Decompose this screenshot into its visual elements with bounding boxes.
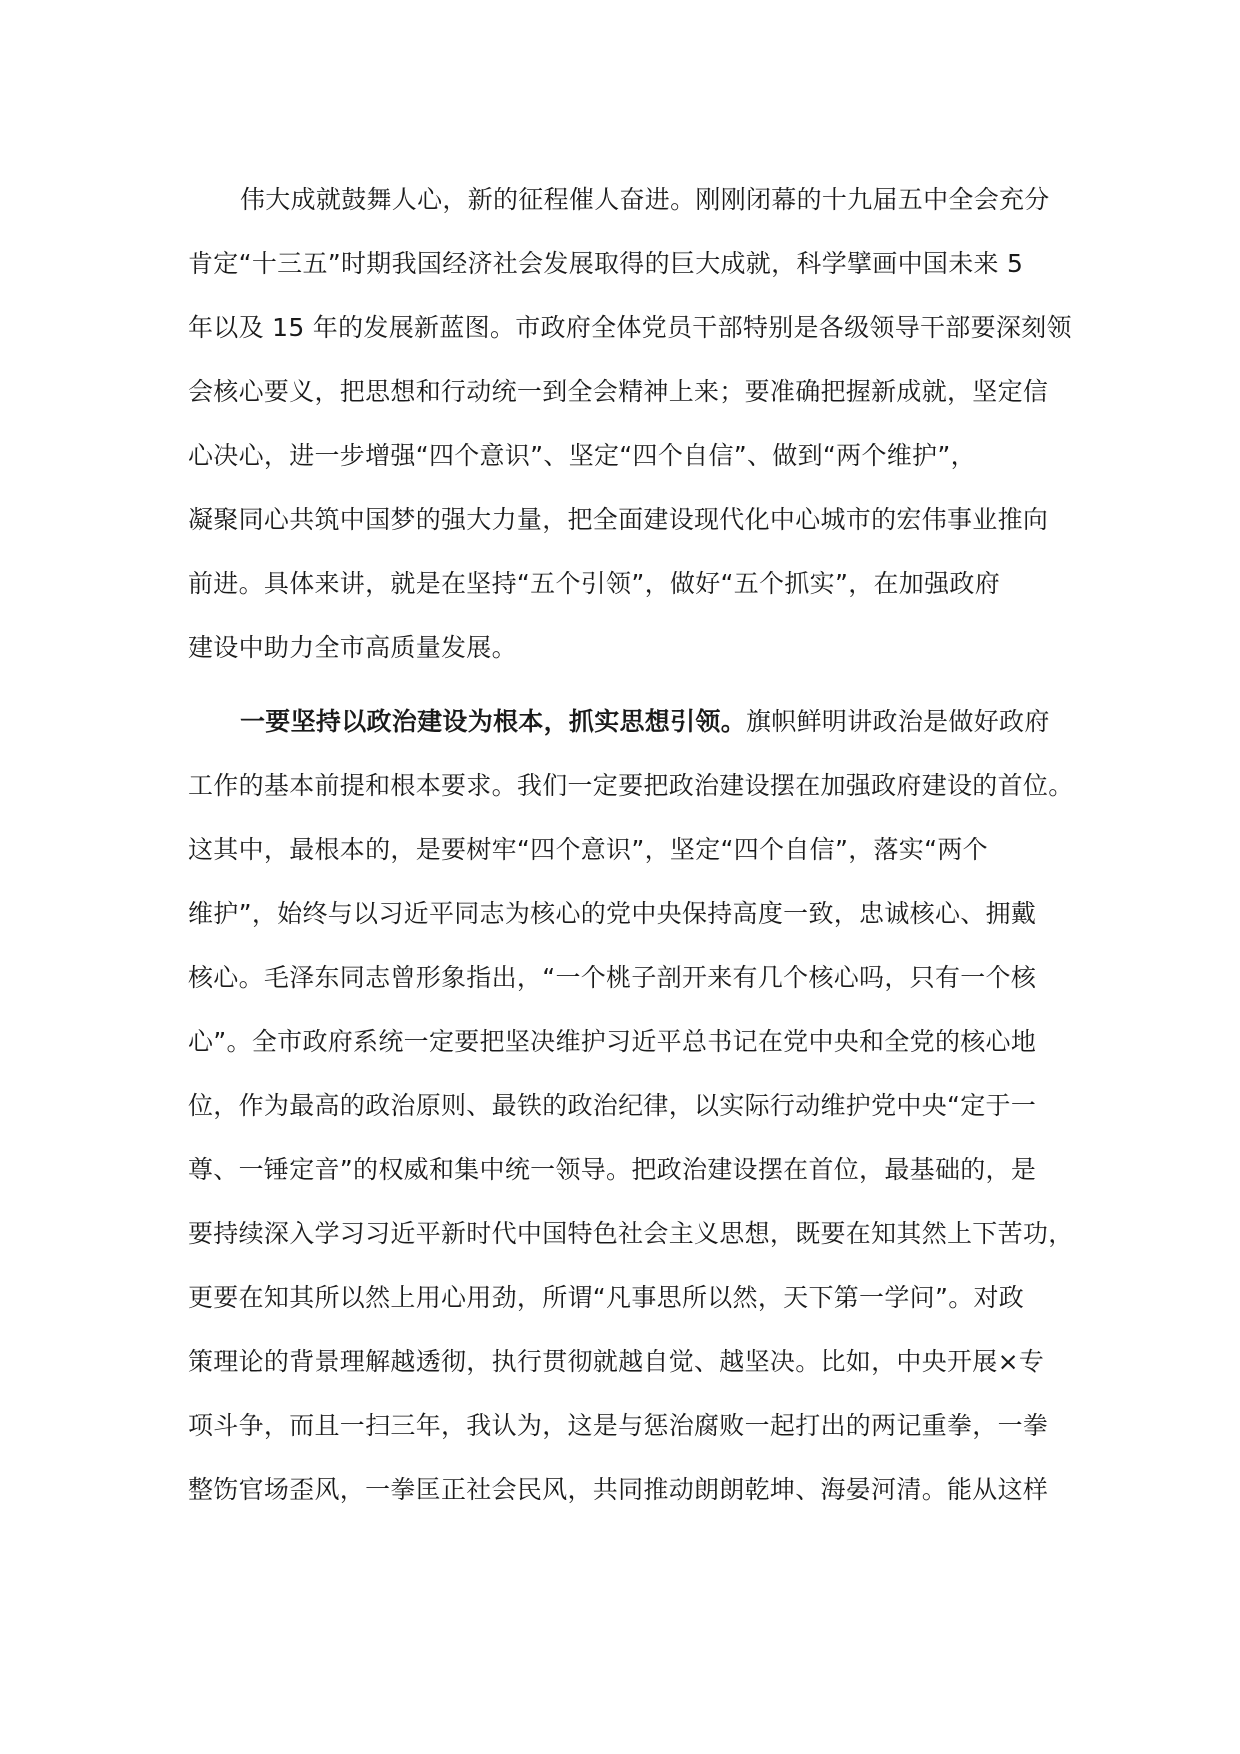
paragraph-line: 心决心，进一步增强“四个意识”、坚定“四个自信”、做到“两个维护”， [188, 441, 976, 470]
paragraph-line: 维护”，始终与以习近平同志为核心的党中央保持高度一致，忠诚核心、拥戴 [188, 899, 1037, 928]
paragraph-1 [188, 168, 1072, 680]
document-body [188, 168, 1074, 1522]
paragraph-line: 肯定“十三五”时期我国经济社会发展取得的巨大成就，科学擘画中国未来 5 [188, 249, 1024, 278]
paragraph-line: 位，作为最高的政治原则、最铁的政治纪律，以实际行动维护党中央“定于一 [188, 1091, 1037, 1120]
paragraph-line: 这其中，最根本的，是要树牢“四个意识”，坚定“四个自信”，落实“两个 [188, 835, 988, 864]
paragraph-line: 凝聚同心共筑中国梦的强大力量，把全面建设现代化中心城市的宏伟事业推向 [188, 505, 1049, 534]
paragraph-line: 年以及 15 年的发展新蓝图。市政府全体党员干部特别是各级领导干部要深刻领 [188, 313, 1072, 342]
paragraph-line: 核心。毛泽东同志曾形象指出，“一个桃子剖开来有几个核心吗，只有一个核 [188, 963, 1037, 992]
section-heading: 一要坚持以政治建设为根本，抓实思想引领。 [240, 707, 747, 736]
paragraph-spacing [188, 680, 1058, 690]
paragraph-line: 心”。全市政府系统一定要把坚决维护习近平总书记在党中央和全党的核心地 [188, 1027, 1037, 1056]
paragraph-line: 伟大成就鼓舞人心，新的征程催人奋进。刚刚闭幕的十九届五中全会充分 [240, 185, 1050, 214]
paragraph-line: 更要在知其所以然上用心用劲，所谓“凡事思所以然，天下第一学问”。对政 [188, 1283, 1025, 1312]
paragraph-2 [188, 690, 1074, 1522]
paragraph-line: 整饬官场歪风，一拳匡正社会民风，共同推动朗朗乾坤、海晏河清。能从这样 [188, 1475, 1049, 1504]
paragraph-line: 工作的基本前提和根本要求。我们一定要把政治建设摆在加强政府建设的首位。 [188, 771, 1074, 800]
paragraph-line: 策理论的背景理解越透彻，执行贯彻就越自觉、越坚决。比如，中央开展×专 [188, 1347, 1045, 1376]
paragraph-line: 尊、一锤定音”的权威和集中统一领导。把政治建设摆在首位，最基础的，是 [188, 1155, 1037, 1184]
paragraph-line: 项斗争，而且一扫三年，我认为，这是与惩治腐败一起打出的两记重拳，一拳 [188, 1411, 1049, 1440]
paragraph-line: 建设中助力全市高质量发展。 [188, 633, 517, 662]
paragraph-line: 会核心要义，把思想和行动统一到全会精神上来；要准确把握新成就，坚定信 [188, 377, 1049, 406]
paragraph-line: 要持续深入学习习近平新时代中国特色社会主义思想，既要在知其然上下苦功， [188, 1219, 1074, 1248]
paragraph-first-line [188, 690, 1058, 754]
paragraph-line-rest: 旗帜鲜明讲政治是做好政府 [746, 707, 1050, 736]
paragraph-line: 前进。具体来讲，就是在坚持“五个引领”，做好“五个抓实”，在加强政府 [188, 569, 1001, 598]
